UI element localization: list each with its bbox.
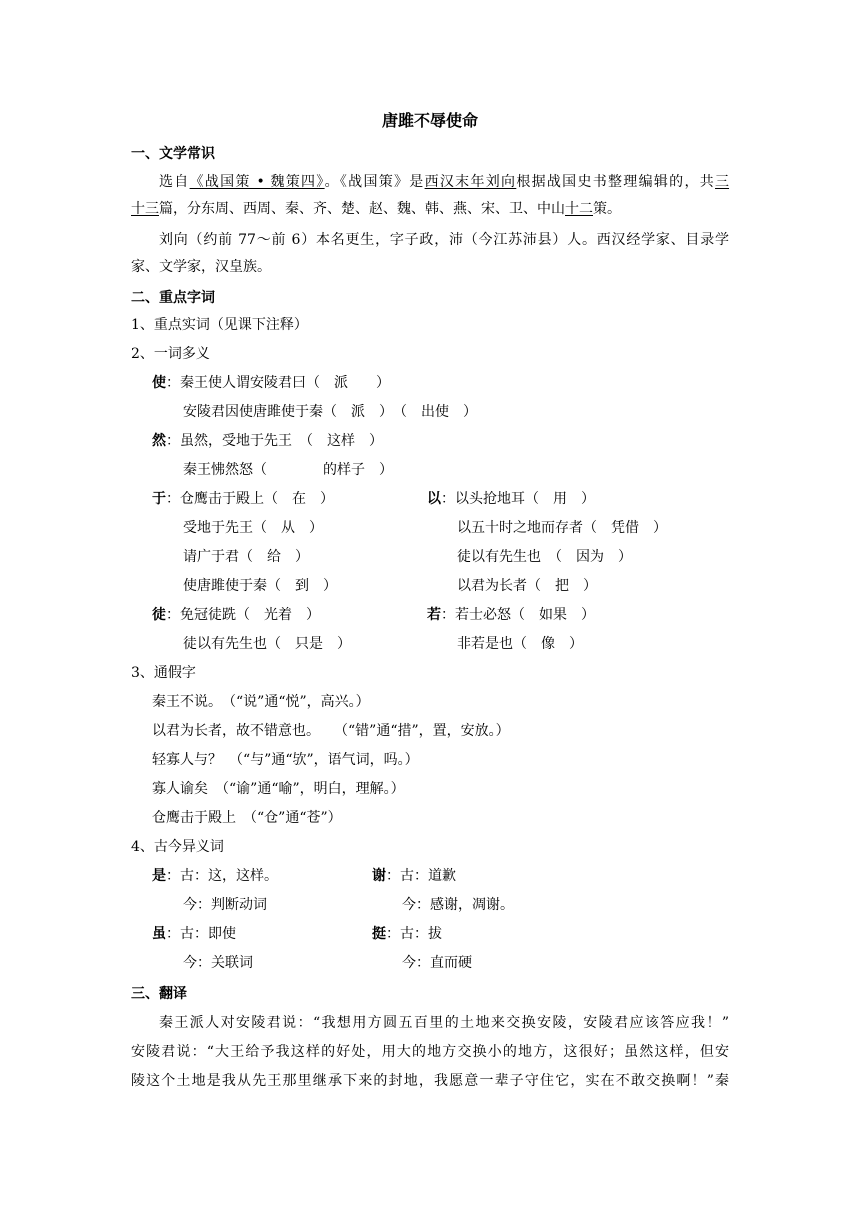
keyword: 是 bbox=[152, 868, 166, 884]
item-interchangeable: 3、通假字 bbox=[131, 665, 196, 681]
keyword: 于 bbox=[152, 491, 166, 507]
text: ：仓鹰击于殿上（ 在 ） bbox=[166, 491, 334, 507]
gujin-sui-ancient bbox=[152, 925, 236, 943]
text: ：古：这，这样。 bbox=[166, 868, 278, 884]
gujin-xie-ancient bbox=[372, 867, 456, 885]
polysemy-shi-2: 安陵君因使唐雎使于秦（ 派 ） （ 出使 ） bbox=[183, 404, 477, 420]
polysemy-yu-2: 受地于先王（ 从 ） bbox=[183, 520, 323, 536]
text: ：古：道歉 bbox=[386, 868, 456, 884]
text: 篇，分东周、西周、秦、齐、楚、赵、魏、韩、燕、宋、卫、中山 bbox=[159, 201, 565, 217]
text: 策。 bbox=[593, 201, 621, 217]
polysemy-tu-2: 徒以有先生也（ 只是 ） bbox=[183, 636, 351, 652]
gujin-ting-modern: 今：直而硬 bbox=[402, 955, 472, 971]
paragraph-author-line2: 家、文学家，汉皇族。 bbox=[131, 259, 271, 275]
section-heading-keywords: 二、重点字词 bbox=[131, 290, 215, 306]
text: ：古：拔 bbox=[386, 926, 442, 942]
underlined-author: 西汉末年刘向 bbox=[424, 174, 517, 190]
keyword: 若 bbox=[427, 607, 441, 623]
keyword: 徒 bbox=[152, 607, 166, 623]
polysemy-ruo-1 bbox=[427, 606, 595, 624]
text: ：以头抢地耳（ 用 ） bbox=[441, 491, 595, 507]
tongjia-1: 秦王不说。 （“说”通“悦”，高兴。） bbox=[152, 694, 370, 710]
polysemy-tu-1 bbox=[152, 606, 320, 624]
underlined-count: 十二 bbox=[565, 201, 593, 217]
polysemy-yu-1 bbox=[152, 490, 334, 508]
keyword: 谢 bbox=[372, 868, 386, 884]
underlined-count: 十三 bbox=[131, 201, 159, 217]
item-ancient-modern: 4、古今异义词 bbox=[131, 839, 224, 855]
text: ：免冠徒跣（ 光着 ） bbox=[166, 607, 320, 623]
underlined-count: 三 bbox=[715, 174, 730, 190]
text: ：古：即使 bbox=[166, 926, 236, 942]
gujin-xie-modern: 今：感谢，凋谢。 bbox=[402, 897, 514, 913]
gujin-shi-ancient bbox=[152, 867, 278, 885]
translation-line3: 陵这个土地是我从先王那里继承下来的封地，我愿意一辈子守住它，实在不敢交换啊！”秦 bbox=[131, 1073, 729, 1089]
polysemy-shi-1 bbox=[152, 374, 390, 392]
polysemy-ran-1 bbox=[152, 432, 383, 450]
polysemy-yu-3: 请广于君（ 给 ） bbox=[183, 549, 309, 565]
tongjia-3: 轻寡人与？ （“与”通“欤”，语气词，吗。） bbox=[152, 752, 419, 768]
text: 根据战国史书整理编辑的，共 bbox=[516, 174, 716, 190]
text: ：若士必怒（ 如果 ） bbox=[441, 607, 595, 623]
keyword: 使 bbox=[152, 375, 166, 391]
tongjia-2: 以君为长者，故不错意也。 （“错”通“措”，置，安放。） bbox=[152, 723, 510, 739]
polysemy-yi-4: 以君为长者（ 把 ） bbox=[457, 578, 597, 594]
keyword: 然 bbox=[152, 433, 166, 449]
page-title: 唐雎不辱使命 bbox=[381, 111, 478, 130]
text: 。《战国策》是 bbox=[324, 174, 425, 190]
item-polysemy: 2、一词多义 bbox=[131, 346, 210, 362]
polysemy-ran-2: 秦王怫然怒（ 的样子 ） bbox=[183, 462, 393, 478]
keyword: 以 bbox=[427, 491, 441, 507]
section-heading-literature: 一、文学常识 bbox=[131, 146, 215, 162]
tongjia-4: 寡人谕矣 （“谕”通“喻”，明白，理解。） bbox=[152, 781, 405, 797]
polysemy-ruo-2: 非若是也（ 像 ） bbox=[457, 636, 583, 652]
gujin-sui-modern: 今：关联词 bbox=[183, 955, 253, 971]
keyword: 虽 bbox=[152, 926, 166, 942]
translation-line2: 安陵君说：“大王给予我这样的好处，用大的地方交换小的地方，这很好；虽然这样，但安 bbox=[131, 1044, 729, 1060]
paragraph-author-line1: 刘向（约前 77～前 6）本名更生，字子政，沛（今江苏沛县）人。西汉经学家、目录学 bbox=[159, 232, 729, 248]
underlined-source: 《战国策 • 魏策四》 bbox=[189, 174, 325, 190]
polysemy-yi-2: 以五十时之地而存者（ 凭借 ） bbox=[457, 520, 667, 536]
gujin-ting-ancient bbox=[372, 925, 442, 943]
paragraph-source-line2 bbox=[131, 200, 621, 218]
text: ：虽然，受地于先王 （ 这样 ） bbox=[166, 433, 383, 449]
tongjia-5: 仓鹰击于殿上 （“仓”通“苍”） bbox=[152, 810, 342, 826]
item-content-words: 1、重点实词（见课下注释） bbox=[131, 317, 308, 333]
section-heading-translation: 三、翻译 bbox=[131, 986, 187, 1002]
gujin-shi-modern: 今：判断动词 bbox=[183, 897, 267, 913]
text: ：秦王使人谓安陵君曰（ 派 ） bbox=[166, 375, 390, 391]
paragraph-source-line1 bbox=[131, 171, 729, 191]
polysemy-yi-1 bbox=[427, 490, 595, 508]
polysemy-yu-4: 使唐雎使于秦（ 到 ） bbox=[183, 578, 337, 594]
translation-line1: 秦王派人对安陵君说：“我想用方圆五百里的土地来交换安陵，安陵君应该答应我！” bbox=[159, 1015, 729, 1031]
text: 选自 bbox=[159, 174, 190, 190]
keyword: 挺 bbox=[372, 926, 386, 942]
polysemy-yi-3: 徒以有先生也 （ 因为 ） bbox=[457, 549, 632, 565]
